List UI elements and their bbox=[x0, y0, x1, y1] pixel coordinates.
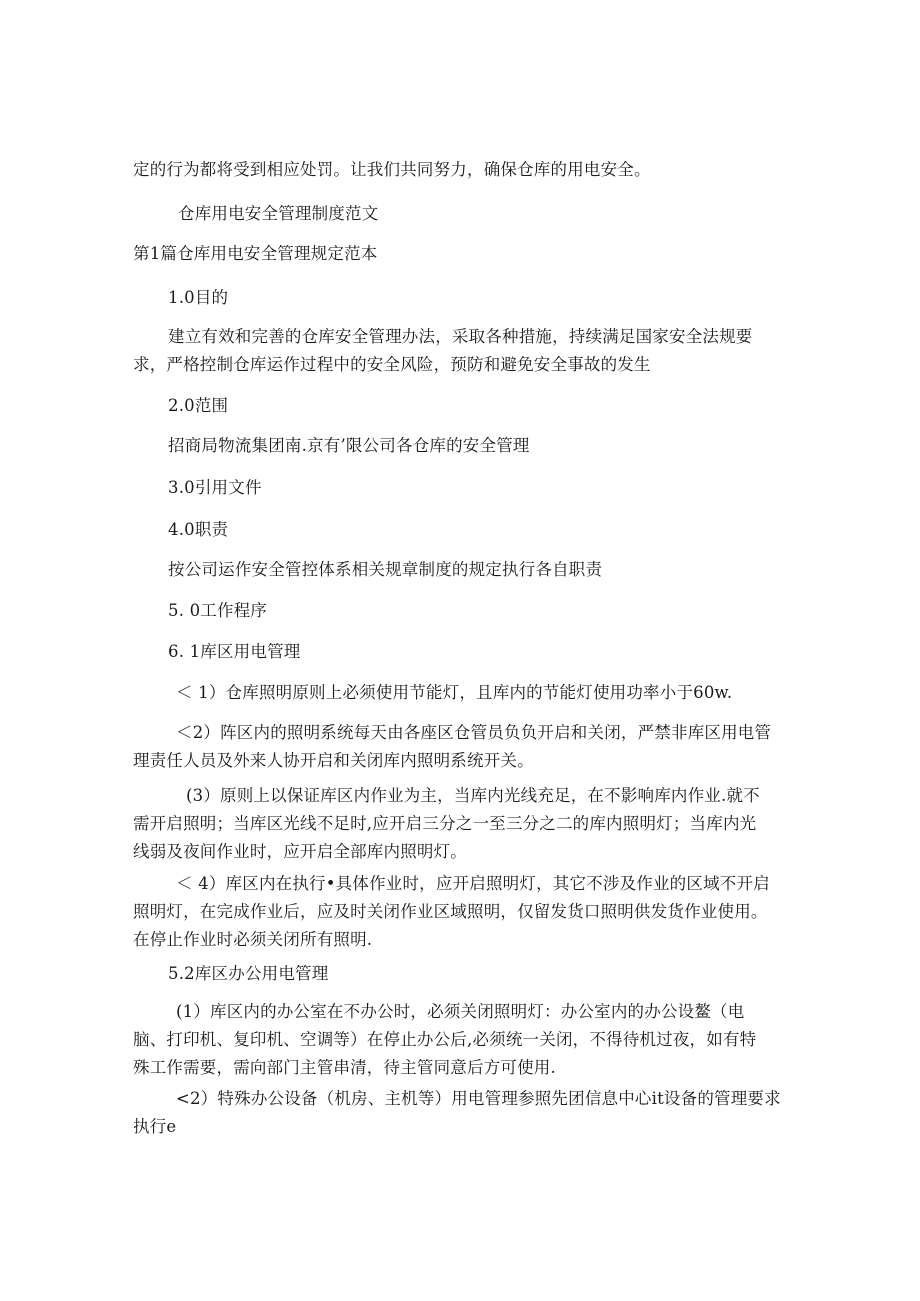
section-1-body-line: 求，严格控制仓库运作过程中的安全风险，预防和避免安全事故的发生 bbox=[133, 355, 651, 374]
document-title: 仓库用电安全管理制度范文 bbox=[178, 204, 379, 223]
section-5-heading: 5. 0工作程序 bbox=[168, 601, 268, 620]
lighting-item-4-line: ＜ 4）库区内在执行•具体作业时，应开启照明灯，其它不涉及作业的区域不开启 bbox=[176, 874, 770, 893]
lighting-item-3-line: 线弱及夜间作业时，应开启全部库内照明灯。 bbox=[133, 842, 467, 861]
section-3-heading: 3.0引用文件 bbox=[168, 478, 262, 497]
section-1-body bbox=[133, 323, 753, 379]
lighting-item-2-line: ＜2）阵区内的照明系统每天由各座区仓管员负负开启和关闭，严禁非库区用电管 bbox=[176, 723, 772, 742]
office-item-1-line: 殊工作需要，需向部门主管串清，待主管同意后方可使用. bbox=[133, 1058, 556, 1077]
section-1-heading: 1.0目的 bbox=[168, 288, 229, 307]
office-item-1-line: 脑、打印机、复印机、空调等）在停止办公后,必须统一关闭，不得待机过夜，如有特 bbox=[133, 1030, 757, 1049]
lighting-item-2-line: 理责任人员及外来人协开启和关闭库内照明系统开关。 bbox=[133, 751, 534, 770]
section-4-heading: 4.0职责 bbox=[168, 520, 229, 539]
lighting-item-4-line: 照明灯，在完成作业后，应及时关闭作业区域照明，仅留发货口照明供发货作业使用。 bbox=[133, 902, 768, 921]
office-item-2-line: 执行e bbox=[133, 1117, 177, 1136]
section-6-heading: 6. 1库区用电管理 bbox=[168, 642, 301, 661]
office-item-2-line: <2）特殊办公设备（机房、主机等）用电管理参照先团信息中心it设备的管理要求 bbox=[176, 1089, 781, 1108]
lighting-item-3-line: (3）原则上以保证库区内作业为主，当库内光线充足，在不影响库内作业.就不 bbox=[186, 786, 760, 805]
lighting-item-2 bbox=[133, 719, 772, 775]
office-item-1-line: (1）库区内的办公室在不办公时，必须关闭照明灯：办公室内的办公设鳌（电 bbox=[176, 1002, 745, 1021]
lighting-item-4-line: 在停止作业时必须关闭所有照明. bbox=[133, 930, 373, 949]
lighting-item-3 bbox=[133, 782, 760, 866]
lighting-item-4 bbox=[133, 870, 770, 954]
office-item-2 bbox=[133, 1085, 781, 1141]
section-5-2-heading: 5.2库区办公用电管理 bbox=[168, 964, 329, 983]
section-2-body: 招商局物流集团南.京有’限公司各仓库的安全管理 bbox=[168, 436, 530, 455]
section-2-heading: 2.0范围 bbox=[168, 396, 229, 415]
office-item-1 bbox=[133, 998, 757, 1082]
section-1-body-line: 建立有效和完善的仓库安全管理办法，采取各种措施，持续满足国家安全法规要 bbox=[168, 327, 753, 346]
lighting-item-1: ＜ 1）仓库照明原则上必须使用节能灯，且库内的节能灯使用功率小于60w. bbox=[176, 683, 733, 702]
article-title: 第1篇仓库用电安全管理规定范本 bbox=[133, 244, 378, 263]
section-4-body: 按公司运作安全管控体系相关规章制度的规定执行各自职责 bbox=[168, 560, 603, 579]
continuation-text: 定的行为都将受到相应处罚。让我们共同努力，确保仓库的用电安全。 bbox=[133, 160, 651, 179]
lighting-item-3-line: 需开启照明；当库区光线不足时,应开启三分之一至三分之二的库内照明灯；当库内光 bbox=[133, 814, 757, 833]
